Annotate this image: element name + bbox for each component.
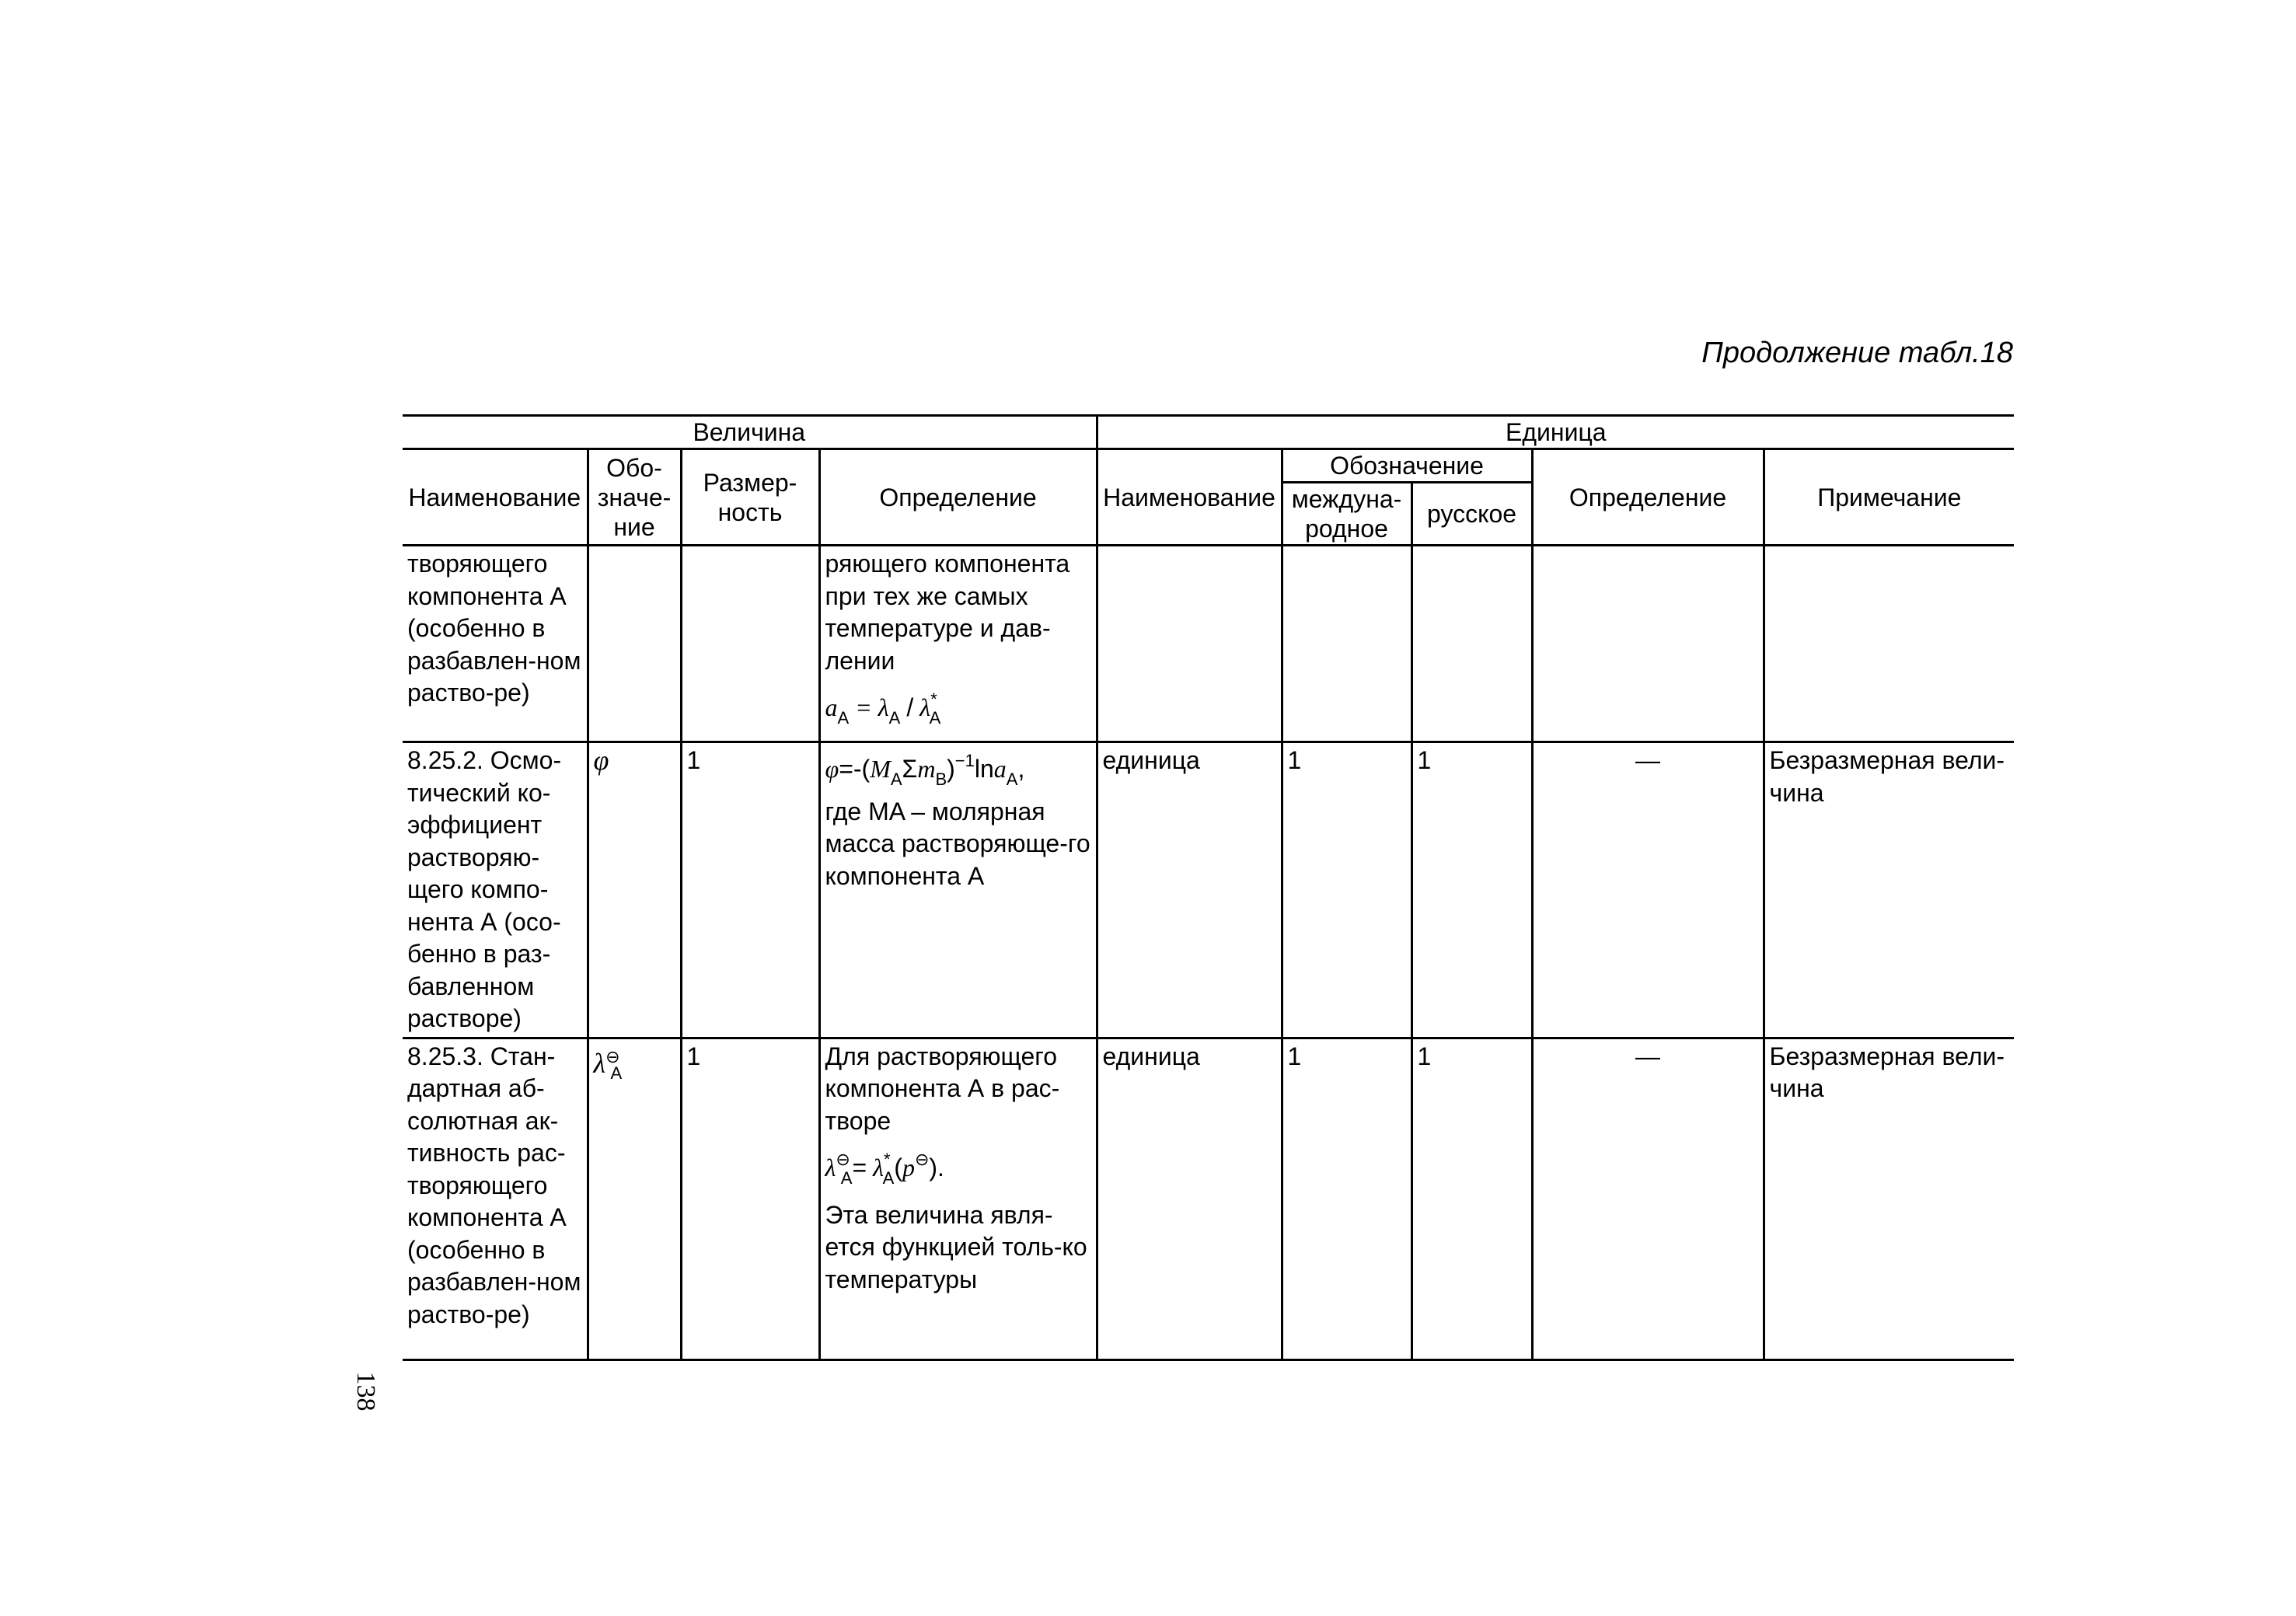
- quantity-name-cell: творяющего компонента А (особенно в разбавлен-ном раство-ре): [403, 546, 588, 742]
- note-cell: Безразмерная вели-чина: [1764, 742, 2014, 1038]
- definition-text: где MA – молярная масса растворяюще-го компонента А: [825, 797, 1090, 890]
- table-row: [403, 546, 2014, 742]
- dimension-cell: 1: [681, 1038, 819, 1359]
- unit-name-cell: [1097, 546, 1282, 742]
- unit-russian-cell: [1411, 546, 1532, 742]
- quantity-definition-cell: [819, 742, 1097, 1038]
- lambda-standard-symbol: $\lambda^⊖_A$: [593, 1046, 623, 1083]
- table-row: [403, 742, 2014, 1038]
- quantity-definition-cell: [819, 1038, 1097, 1359]
- header-row-columns: [403, 449, 2014, 483]
- table-caption: Продолжение табл.18: [1701, 337, 2013, 369]
- unit-name-cell: единица: [1097, 742, 1282, 1038]
- header-russian: русское: [1411, 483, 1532, 546]
- unit-international-cell: 1: [1282, 742, 1411, 1038]
- header-quantity-name: Наименование: [403, 449, 588, 546]
- dimension-cell: [681, 546, 819, 742]
- unit-international-cell: 1: [1282, 1038, 1411, 1359]
- quantity-symbol-cell: [588, 742, 681, 1038]
- header-quantity-group: Величина: [403, 416, 1097, 449]
- note-cell: [1764, 546, 2014, 742]
- unit-definition-cell: —: [1532, 742, 1764, 1038]
- header-quantity-symbol: Обо-значе-ние: [588, 449, 681, 546]
- header-unit-name: Наименование: [1097, 449, 1282, 546]
- quantities-table: [403, 414, 2014, 1361]
- header-quantity-definition: Определение: [819, 449, 1097, 546]
- header-international: междуна-родное: [1282, 483, 1411, 546]
- definition-text: Для растворяющего компонента А в рас-творе: [825, 1042, 1060, 1135]
- unit-russian-cell: 1: [1411, 742, 1532, 1038]
- dimension-cell: 1: [681, 742, 819, 1038]
- unit-name-cell: единица: [1097, 1038, 1282, 1359]
- quantity-name-cell: 8.25.2. Осмо-тический ко-эффициент растворяю-щего компо-нента А (осо-бенно в раз-бавленном растворе): [403, 742, 588, 1038]
- header-dimension: Размер-ность: [681, 449, 819, 546]
- quantity-symbol-cell: [588, 546, 681, 742]
- phi-symbol: φ: [593, 745, 609, 776]
- unit-international-cell: [1282, 546, 1411, 742]
- header-note: Примечание: [1764, 449, 2014, 546]
- unit-russian-cell: 1: [1411, 1038, 1532, 1359]
- definition-formula: $\varphi=-(M_A\Sigma m_B)^{-1}\ln a_A$,: [825, 751, 1025, 789]
- definition-formula: $a_A = \lambda_A / \lambda^*_A$: [825, 689, 941, 728]
- note-cell: Безразмерная вели-чина: [1764, 1038, 2014, 1359]
- unit-definition-cell: —: [1532, 1038, 1764, 1359]
- page-number: 138: [351, 1371, 380, 1412]
- quantity-name-cell: 8.25.3. Стан-дартная аб-солютная ак-тивность рас-творяющего компонента А (особенно в разбавлен-ном раство-ре): [403, 1038, 588, 1359]
- definition-text-note: Эта величина явля-ется функцией толь-ко температуры: [825, 1200, 1087, 1293]
- header-unit-designation: Обозначение: [1282, 449, 1532, 483]
- quantity-symbol-cell: [588, 1038, 681, 1359]
- header-unit-definition: Определение: [1532, 449, 1764, 546]
- quantity-definition-cell: [819, 546, 1097, 742]
- definition-formula: $\lambda^⊖_A= \lambda^*_A(p^⊖)$.: [825, 1150, 944, 1188]
- header-unit-group: Единица: [1097, 416, 2014, 449]
- unit-definition-cell: [1532, 546, 1764, 742]
- header-row-groups: [403, 416, 2014, 449]
- definition-text: ряющего компонента при тех же самых температуре и дав-лении: [825, 550, 1070, 675]
- table-row: [403, 1038, 2014, 1359]
